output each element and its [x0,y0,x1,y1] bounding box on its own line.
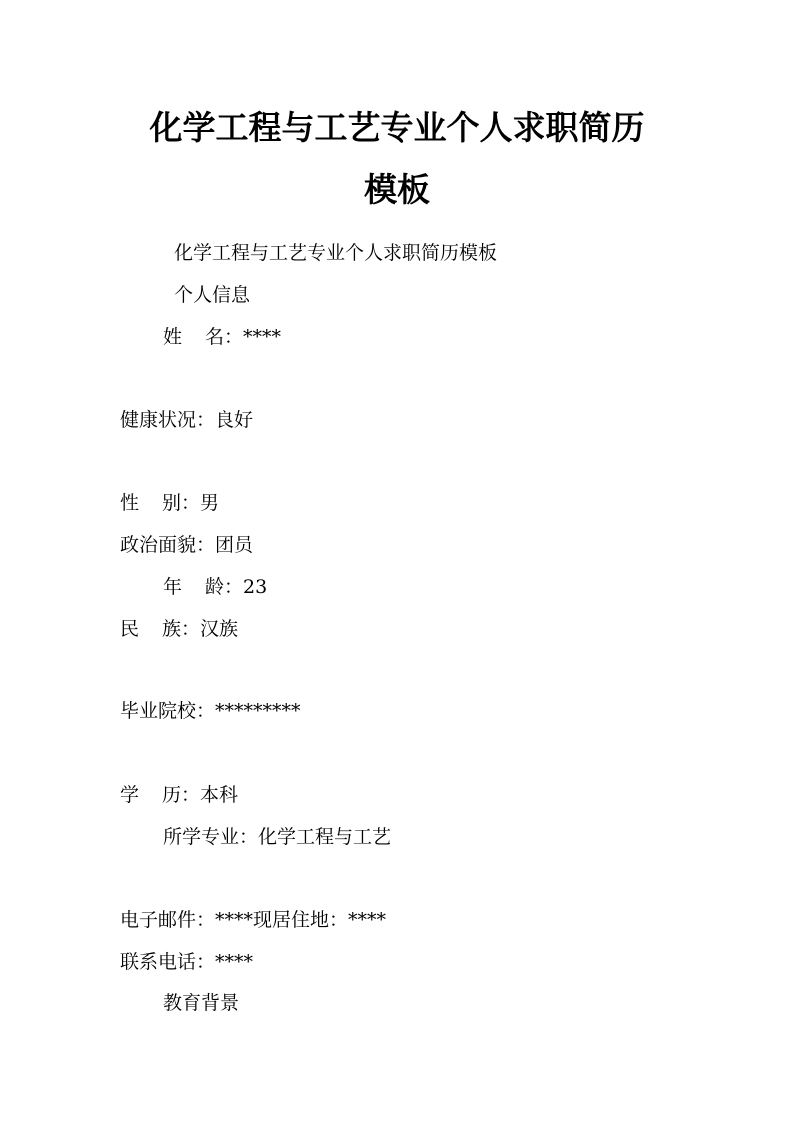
section-heading-education: 教育背景 [163,992,240,1014]
field-name-label-a: 姓 [163,326,183,348]
field-age [163,575,267,599]
field-ethnicity-value: 汉族 [200,618,239,640]
field-email-address: 电子邮件：****现居住地：**** [120,909,387,931]
field-political-status: 政治面貌：团员 [120,534,254,556]
field-gender-label-b: 别： [162,492,201,514]
field-name-label-b: 名： [205,326,244,348]
field-health: 健康状况：良好 [120,409,254,431]
field-ethnicity-label-b: 族： [162,618,201,640]
field-age-label-a: 年 [163,576,183,598]
field-phone: 联系电话：**** [120,951,254,973]
field-gender [120,491,219,515]
field-name-value: **** [243,326,282,348]
field-age-value: 23 [243,576,268,598]
field-gender-label-a: 性 [120,492,140,514]
field-name [163,325,281,349]
field-age-label-b: 龄： [205,576,244,598]
field-degree-value: 本科 [200,784,239,806]
field-ethnicity [120,617,238,641]
section-heading-personal-info: 个人信息 [174,284,251,306]
field-ethnicity-label-a: 民 [120,618,140,640]
field-gender-value: 男 [200,492,220,514]
field-degree-label-b: 历： [162,784,201,806]
document-title-line-2: 模板 [364,170,430,209]
field-major: 所学专业：化学工程与工艺 [163,826,392,848]
field-degree [120,783,238,807]
document-title-line-1: 化学工程与工艺专业个人求职简历 [149,108,645,147]
document-subtitle: 化学工程与工艺专业个人求职简历模板 [174,242,498,264]
field-degree-label-a: 学 [120,784,140,806]
field-school: 毕业院校：********* [120,700,301,722]
